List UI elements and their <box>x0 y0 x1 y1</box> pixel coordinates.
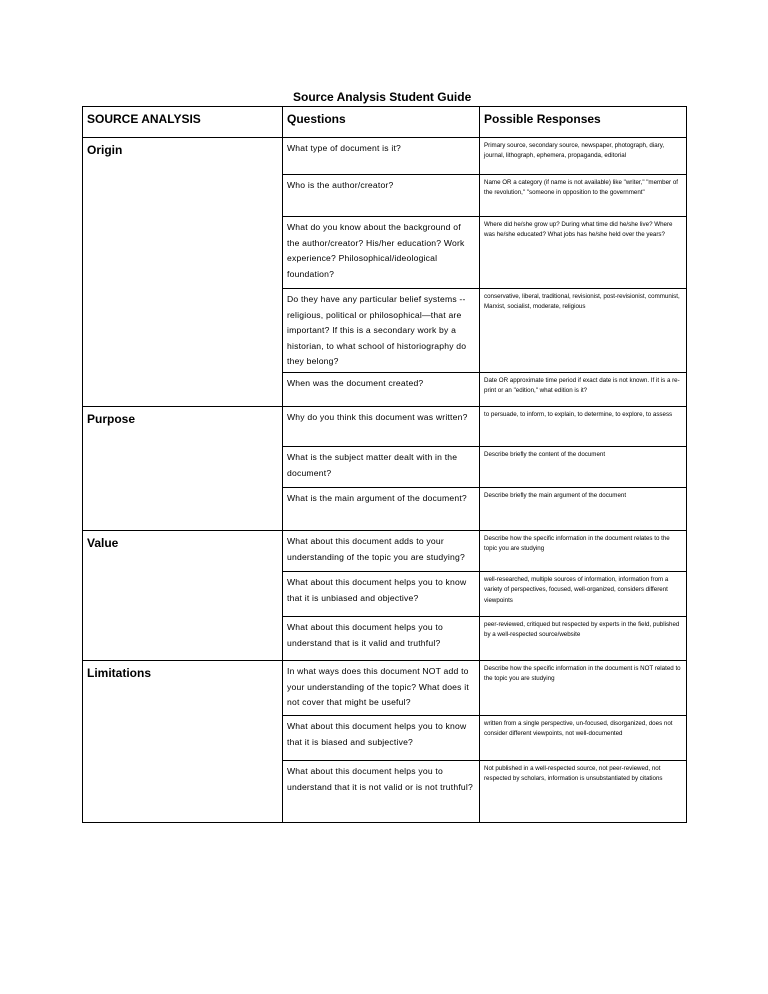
response-cell: Describe how the specific information in the document relates to the topic you are studying <box>484 535 670 553</box>
table-row <box>283 531 686 572</box>
section-limitations <box>83 661 686 822</box>
section-purpose <box>83 407 686 531</box>
question-cell: What is the subject matter dealt with in the document? <box>283 447 480 487</box>
question-cell: What is the main argument of the document? <box>283 488 480 530</box>
response-cell: Primary source, secondary source, newspaper, photograph, diary, journal, lithograph, ephemera, propaganda, editorial <box>484 142 665 160</box>
question-cell: What about this document helps you to understand that is it valid and truthful? <box>283 617 480 660</box>
question-cell: In what ways does this document NOT add to your understanding of the topic? What does it not cover that might be useful? <box>283 661 480 715</box>
table-row <box>283 447 686 488</box>
category-label: Purpose <box>83 407 283 530</box>
table-row <box>283 488 686 530</box>
table-row <box>283 572 686 617</box>
question-cell: Who is the author/creator? <box>283 175 480 216</box>
question-cell: What about this document adds to your understanding of the topic you are studying? <box>283 531 480 571</box>
question-cell: What about this document helps you to understand that it is not valid or is not truthful? <box>283 761 480 822</box>
header-possible-responses: Possible Responses <box>484 112 601 126</box>
table-row <box>283 716 686 761</box>
table-row <box>283 217 686 289</box>
table-row <box>283 761 686 822</box>
question-cell: Do they have any particular belief systems -- religious, political or philosophical—that are important? If this is a secondary work by a historian, to what school of historiography do they belong? <box>283 289 480 372</box>
response-cell: Describe how the specific information in the document is NOT related to the topic you are studying <box>484 665 681 683</box>
header-questions: Questions <box>283 107 480 137</box>
category-label: Limitations <box>83 661 283 822</box>
table-row <box>283 138 686 175</box>
response-cell: to persuade, to inform, to explain, to determine, to explore, to assess <box>484 411 673 418</box>
response-cell: Date OR approximate time period if exact date is not known. If it is a re-print or an "edition," what edition is it? <box>484 377 680 395</box>
table-header <box>83 107 686 138</box>
response-cell: well-researched, multiple sources of information, information from a variety of perspectives, focused, well-organized, considers different viewpoints <box>484 576 669 604</box>
question-cell: What about this document helps you to know that it is unbiased and objective? <box>283 572 480 616</box>
question-cell: When was the document created? <box>283 373 480 406</box>
table-row <box>283 617 686 660</box>
source-analysis-table <box>82 106 687 823</box>
question-cell: What type of document is it? <box>283 138 480 174</box>
response-cell: Where did he/she grow up? During what time did he/she live? Where was he/she educated? What jobs has he/she held over the years? <box>484 221 673 239</box>
page-title: Source Analysis Student Guide <box>293 90 472 104</box>
question-cell: What about this document helps you to know that it is biased and subjective? <box>283 716 480 760</box>
question-cell: Why do you think this document was written? <box>283 407 480 446</box>
response-cell: Not published in a well-respected source, not peer-reviewed, not respected by scholars, information is unsubstantiated by citations <box>484 765 663 783</box>
question-cell: What do you know about the background of the author/creator? His/her education? Work experience? Philosophical/ideological foundation? <box>283 217 480 288</box>
table-row <box>283 175 686 217</box>
response-cell: peer-reviewed, critiqued but respected by experts in the field, published by a well-respected source/website <box>484 621 680 639</box>
response-cell: written from a single perspective, un-focused, disorganized, does not consider different viewpoints, not well-documented <box>484 720 673 738</box>
category-label: Value <box>83 531 283 660</box>
category-label: Origin <box>83 138 283 406</box>
header-source-analysis: SOURCE ANALYSIS <box>83 107 283 137</box>
table-row <box>283 373 686 406</box>
response-cell: Describe briefly the content of the document <box>484 451 606 458</box>
table-row <box>283 407 686 447</box>
response-cell: conservative, liberal, traditional, revisionist, post-revisionist, communist, Marxist, socialist, moderate, religious <box>484 293 680 311</box>
table-row <box>283 289 686 373</box>
section-origin <box>83 138 686 407</box>
response-cell: Describe briefly the main argument of the document <box>484 492 627 499</box>
response-cell: Name OR a category (if name is not available) like "writer," "member of the revolution," "someone in opposition to the government" <box>484 179 679 197</box>
table-row <box>283 661 686 716</box>
section-value <box>83 531 686 661</box>
